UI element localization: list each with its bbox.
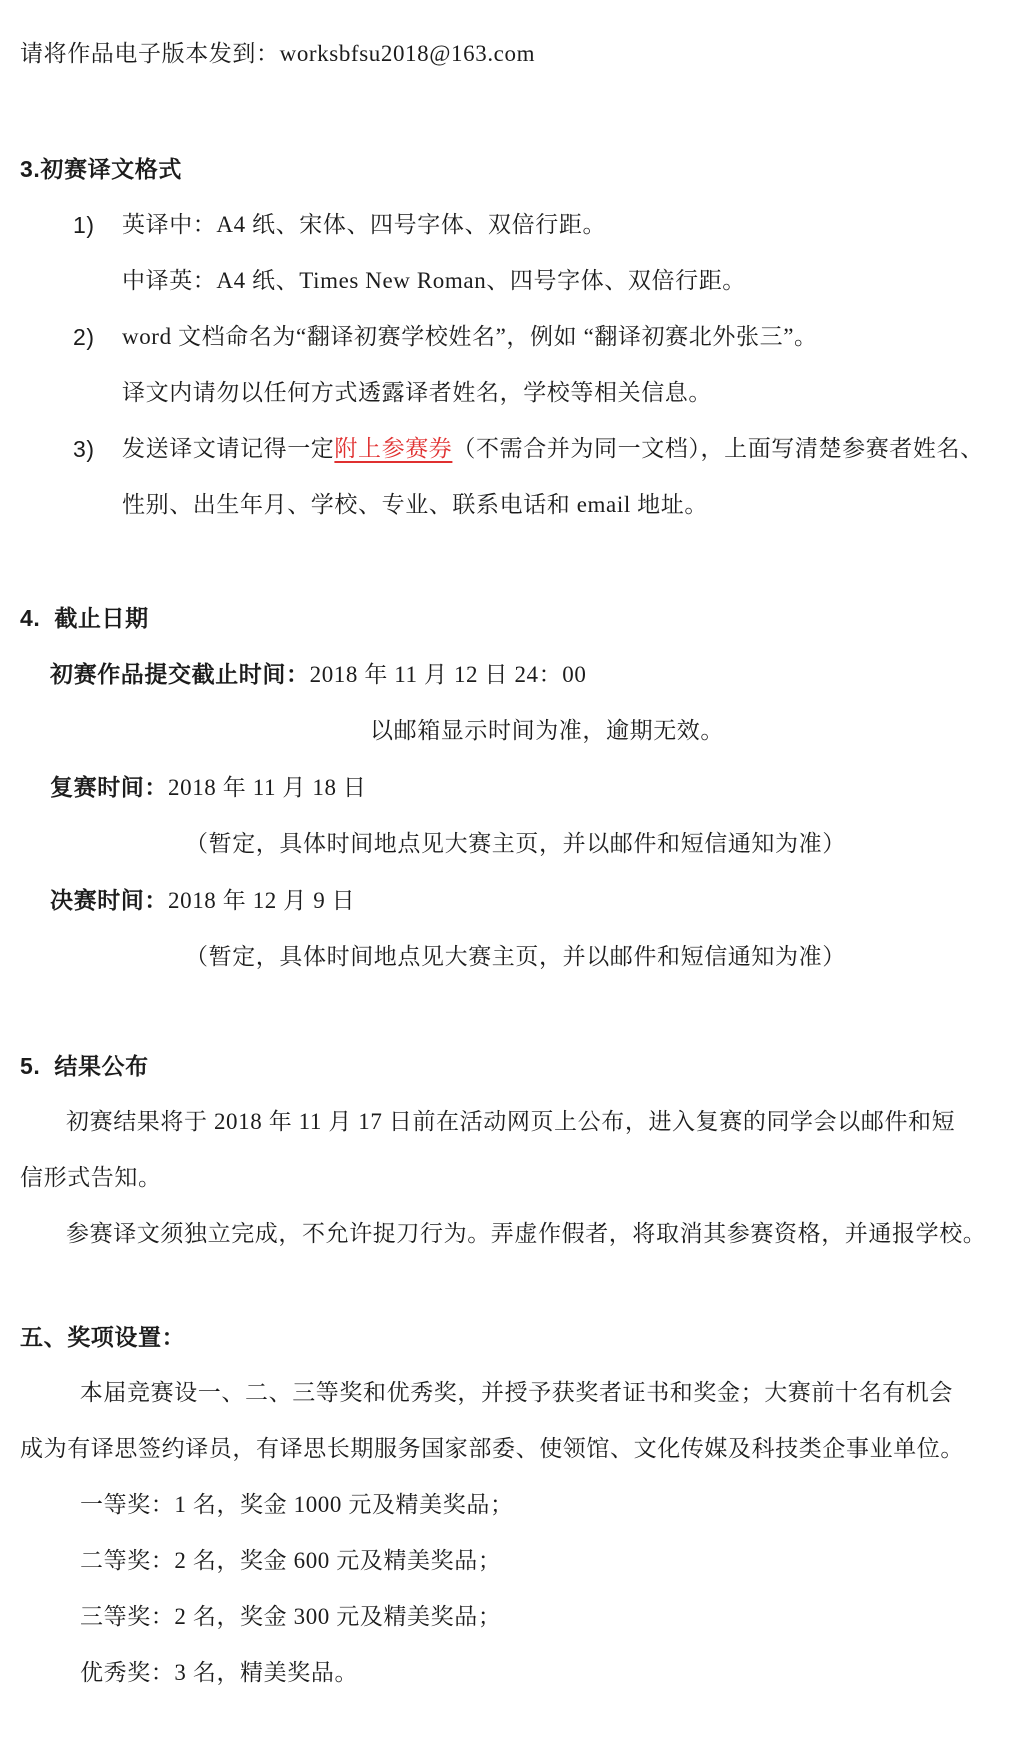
list-item-text-segment: （不需合并为同一文档），上面写清楚参赛者姓名、 [452, 436, 984, 461]
list-item-number: 1) [73, 212, 95, 238]
results-section [20, 1094, 1000, 1262]
deadline-section [20, 646, 1000, 985]
deadline-row [50, 759, 1000, 816]
list-item-number: 3) [73, 436, 95, 462]
list-item [20, 421, 1000, 533]
list-item [20, 197, 1000, 309]
award-line-second-prize: 二等奖：2 名，奖金 600 元及精美奖品； [80, 1548, 502, 1573]
list-item-text: 英译中：A4 纸、宋体、四号字体、双倍行距。 [122, 212, 607, 237]
submission-email-address: worksbfsu2018@163.com [279, 41, 536, 66]
deadline-note: （暂定，具体时间地点见大赛主页，并以邮件和短信通知为准） [185, 944, 846, 969]
list-item-text: 性别、出生年月、学校、专业、联系电话和 email 地址。 [122, 492, 708, 517]
deadline-label: 复赛时间： [50, 774, 168, 800]
list-item-text [122, 421, 1000, 477]
list-item-text-segment: 发送译文请记得一定 [122, 436, 335, 461]
deadline-label: 初赛作品提交截止时间： [50, 661, 310, 687]
section-heading-results: 5. 结果公布 [20, 1053, 149, 1079]
list-item-text: 译文内请勿以任何方式透露译者姓名，学校等相关信息。 [122, 380, 712, 405]
section-heading-format: 3.初赛译文格式 [20, 156, 182, 182]
deadline-note: 以邮箱显示时间为准，逾期无效。 [370, 718, 724, 743]
deadline-row [50, 872, 1000, 929]
deadline-value: 2018 年 11 月 18 日 [168, 775, 367, 800]
awards-section [20, 1365, 1000, 1701]
section-heading-awards: 五、奖项设置： [20, 1324, 186, 1350]
awards-intro-line: 本届竞赛设一、二、三等奖和优秀奖，并授予获奖者证书和奖金；大赛前十名有机会 [79, 1380, 953, 1405]
award-line-excellence-prize: 优秀奖：3 名，精美奖品。 [80, 1660, 359, 1685]
list-item [20, 309, 1000, 421]
awards-intro-line: 成为有译思签约译员，有译思长期服务国家部委、使领馆、文化传媒及科技类企事业单位。 [20, 1436, 964, 1461]
deadline-value: 2018 年 11 月 12 日 24：00 [309, 662, 587, 687]
list-item-text: 中译英：A4 纸、Times New Roman、四号字体、双倍行距。 [122, 268, 746, 293]
list-item-text: word 文档命名为“翻译初赛学校姓名”，例如 “翻译初赛北外张三”。 [122, 324, 818, 349]
list-item-number: 2) [73, 324, 95, 350]
deadline-label: 决赛时间： [50, 887, 168, 913]
results-paragraph-line: 参赛译文须独立完成，不允许捉刀行为。弄虚作假者，将取消其参赛资格，并通报学校。 [66, 1221, 987, 1246]
deadline-value: 2018 年 12 月 9 日 [168, 888, 356, 913]
award-line-first-prize: 一等奖：1 名，奖金 1000 元及精美奖品； [80, 1492, 514, 1517]
format-ordered-list [20, 197, 1000, 533]
deadline-row [50, 646, 1000, 703]
award-line-third-prize: 三等奖：2 名，奖金 300 元及精美奖品； [80, 1604, 502, 1629]
section-heading-deadline: 4. 截止日期 [20, 605, 149, 631]
results-paragraph-line: 初赛结果将于 2018 年 11 月 17 日前在活动网页上公布，进入复赛的同学会以邮件和短 [66, 1109, 956, 1134]
results-paragraph-line: 信形式告知。 [20, 1165, 162, 1190]
attach-entry-ticket-link[interactable]: 附上参赛券 [334, 436, 453, 461]
submission-email-prefix: 请将作品电子版本发到： [20, 41, 280, 66]
submission-email-line [20, 26, 1000, 82]
deadline-note: （暂定，具体时间地点见大赛主页，并以邮件和短信通知为准） [185, 831, 846, 856]
